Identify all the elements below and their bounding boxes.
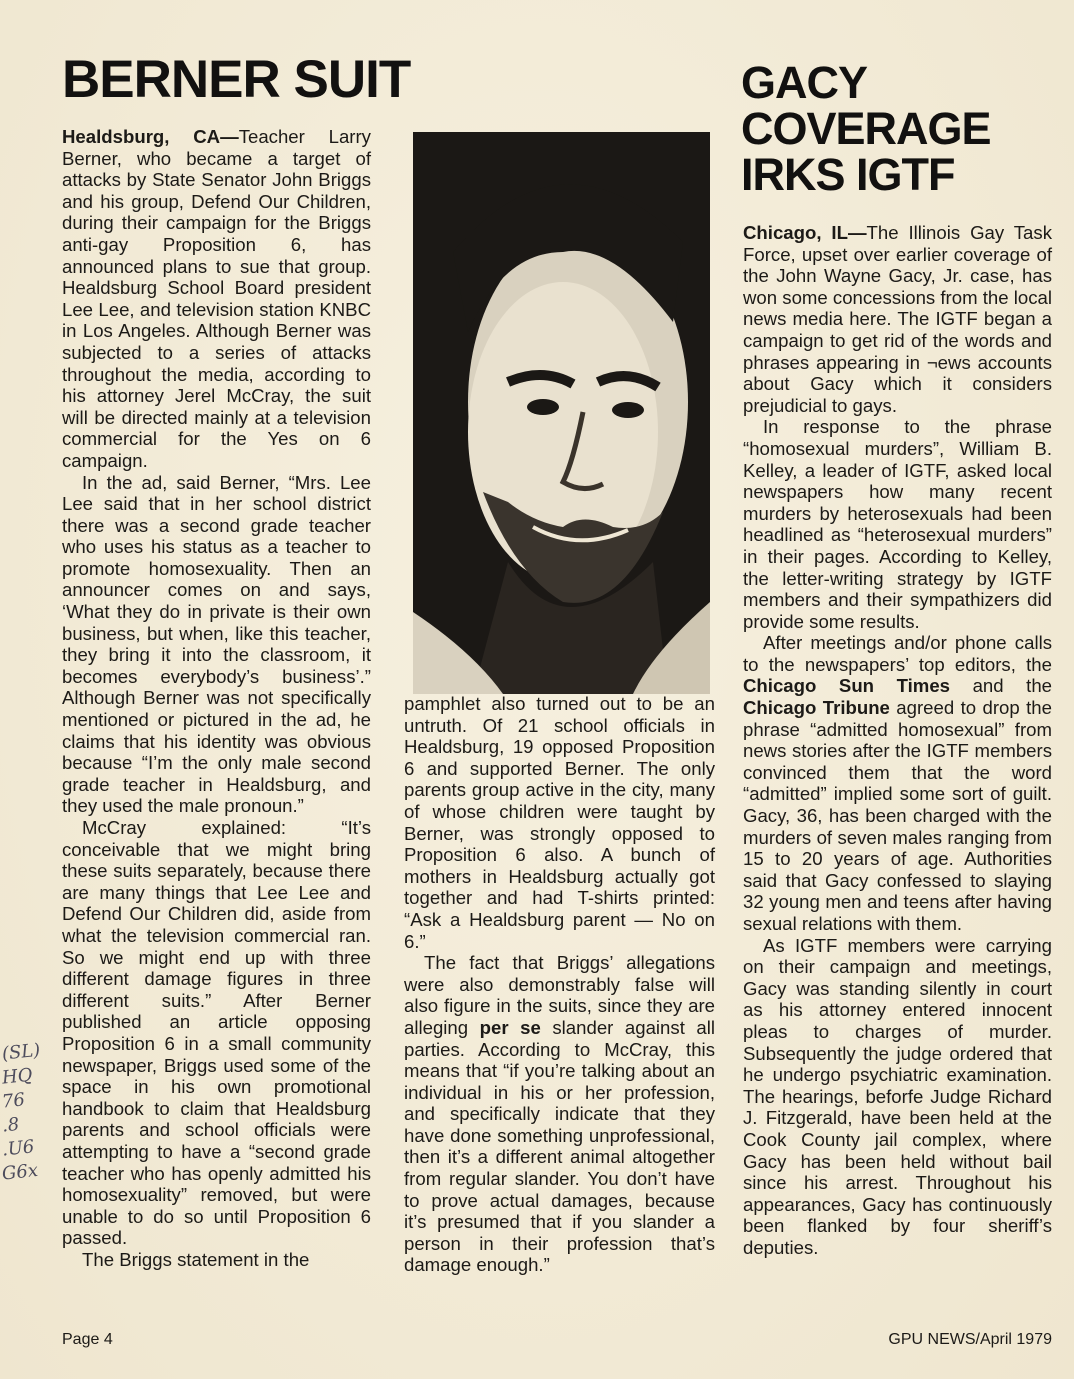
per-se-emphasis: per se [479,1016,541,1038]
page-number: Page 4 [62,1331,113,1348]
gacy-coverage-headline: GACY COVERAGE IRKS IGTF [741,57,991,200]
berner-paragraph-4: The Briggs statement in the [82,1248,310,1270]
portrait-photo [413,132,710,694]
gacy-article-column [743,222,1052,1259]
berner-paragraph-3: McCray explained: “It’s conceivable that we might bring these suits separately, because there are many things that Lee Lee and Defend Our Children did, aside from what the television commercial ran. So we might end up with three different damage figures in three different suits.” After Berner published an article opposing Proposition 6 in a small community newspaper, Briggs used some of the space in his own promotional handbook to claim that Healdsburg parents and school officials were attempting to have a “second grade teacher who has openly admitted his homosexuality” removed, but were unable to do so until Proposition 6 passed. [62,817,371,1249]
berner-paragraph-5: pamphlet also turned out to be an untruth. Of 21 school officials in Healdsburg, 19 opposed Proposition 6 and supported Berner. The only parents group active in the city, many of whose children were taught by Berner, was strongly opposed to Proposition 6 also. A bunch of mothers in Healdsburg actually got together and had T-shirts printed: “Ask a Healdsburg parent — No on 6.” [404,693,715,952]
sun-times-name: Chicago Sun Times [743,675,950,697]
berner-suit-headline: BERNER SUIT [62,50,411,109]
berner-article-column-2 [404,693,715,1276]
berner-article-column-1 [62,126,371,1270]
gacy-paragraph-3: After meetings and/or phone calls to the newspapers’ top editors, the Chicago Sun Times and the Chicago Tribune agreed to drop the phrase “admitted homosexual” from news stories after the IGTF members convinced them that the word “admitted” implied some sort of guilt. Gacy, 36, has been charged with the murders of seven males ranging from 15 to 20 years of age. Authorities said that Gacy confessed to slaying 32 young men and teens after having sexual relations with them. [743,632,1052,934]
handwritten-call-number: (SL) HQ 76 .8 .U6 G6x [0,1039,42,1185]
gacy-paragraph-2: In response to the phrase “homosexual murders”, William B. Kelley, a leader of IGTF, asked local newspapers how many recent murders by heterosexuals had been headlined as “heterosexual murders” in their pages. According to Kelley, the letter-writing strategy by IGTF members and their sympathizers did provide some results. [743,416,1052,632]
berner-paragraph-1: Healdsburg, CA—Teacher Larry Berner, who became a target of attacks by State Senator John Briggs and his group, Defend Our Children, during their campaign for the Briggs anti-gay Proposition 6, has announced plans to sue that group. Healdsburg School Board president Lee Lee, and television station KNBC in Los Angeles. Although Berner was subjected to a series of attacks throughout the media, according to his attorney Jerel McCray, the suit will be directed mainly at a television commercial for the Yes on 6 campaign. [62,126,371,471]
gacy-paragraph-4: As IGTF members were carrying on their campaign and meetings, Gacy was standing silently in court as his attorney entered innocent pleas to charges of murder. Subsequently the judge ordered that he undergo psychiatric examination. The hearings, beforfe Judge Richard J. Fitzgerald, have been held at the Cook County jail complex, where Gacy has been held without bail since his arrest. Throughout his appearances, Gacy has continuously been flanked by four sheriff’s deputies. [743,934,1052,1258]
dateline-healdsburg: Healdsburg, CA— [62,126,239,147]
publication-footer: GPU NEWS/April 1979 [888,1331,1052,1348]
dateline-chicago: Chicago, IL— [743,222,867,243]
gacy-paragraph-1: Chicago, IL—The Illinois Gay Task Force, upset over earlier coverage of the John Wayne Gacy, Jr. case, has won some concessions from the local news media here. The IGTF began a campaign to get rid of the words and phrases appearing in ¬ews accounts about Gacy which it considers prejudicial to gays. [743,222,1053,416]
berner-paragraph-2: In the ad, said Berner, “Mrs. Lee Lee said that in her school district there was a second grade teacher who uses his status as a teacher to promote homosexuality. Then an announcer comes on and says, ‘What they do in private is their own business, but when, like this teacher, they bring it into the classroom, it becomes everybody’s business’.” Although Berner was not specifically mentioned or pictured in the ad, he claims that his identity was obvious because “I’m the only male second grade teacher in Healdsburg, and they used the male pronoun.” [62,471,371,817]
berner-paragraph-6: The fact that Briggs’ allegations were also demonstrably false will also figure in the suits, since they are alleging per se slander against all parties. According to McCray, this means that “if you’re talking about an individual in his or her profession, and specifically indicate that they have done something unprofessional, then it’s a different animal altogether from regular slander. You don’t have to prove actual damages, because it’s presumed that if you slander a person in their profession that’s damage enough.” [404,952,716,1276]
tribune-name: Chicago Tribune [743,697,890,719]
